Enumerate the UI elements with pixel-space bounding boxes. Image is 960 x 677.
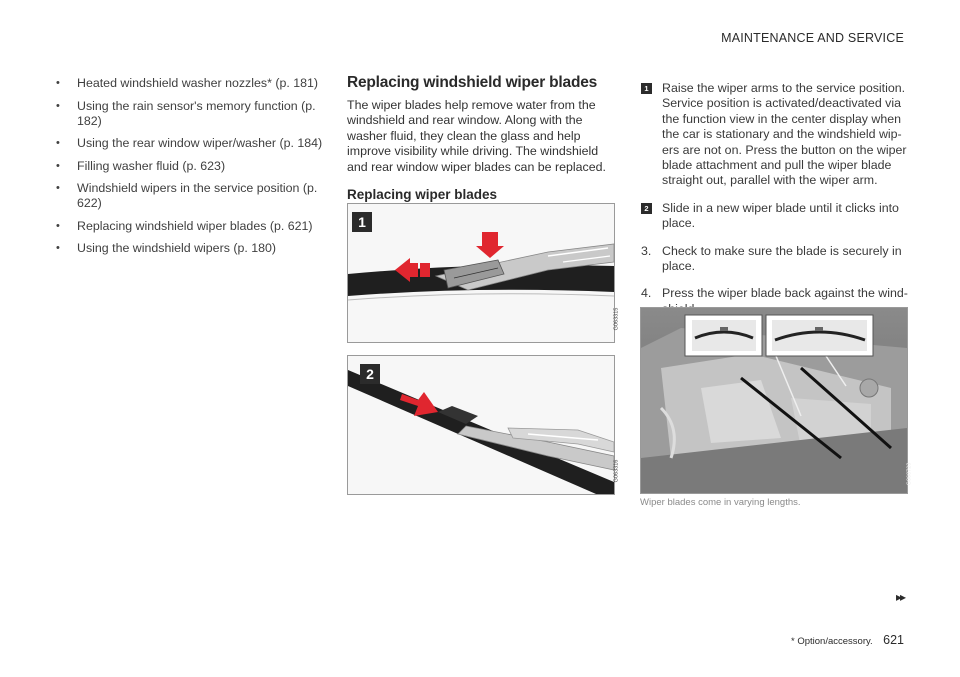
step-number: 3. xyxy=(641,243,652,258)
bullet-icon: • xyxy=(56,159,60,172)
next-page-arrows-icon[interactable]: ▸▸ xyxy=(895,590,904,604)
figure-insert-blade xyxy=(347,355,620,495)
procedure-step: 1 Raise the wiper arms to the service position. Service position is activated/deactivated via the function view in the center display when the car is stationary and the windshield wip-ers are not on. Press the button on the wiper blade attachment and pull the wiper blade straight out, parallel with the wiper arm. xyxy=(641,81,909,189)
procedure-step: 4. Press the wiper blade back against the wind- xyxy=(641,286,908,301)
list-item[interactable]: • Windshield wipers in the service position (p. 622) xyxy=(56,181,318,210)
list-item[interactable]: • Heated windshield washer nozzles* (p. 181) xyxy=(56,76,319,90)
page-footer xyxy=(791,631,904,649)
intro-paragraph: The wiper blades help remove water from the windshield and rear window. Along with the washer fluid, they clean the glass and help improve visibility while driving. The windshield and rear window wiper blades can be replaced. xyxy=(347,98,606,174)
figure-remove-blade xyxy=(347,203,620,343)
list-item[interactable]: • Using the windshield wipers (p. 180) xyxy=(56,241,277,255)
figure-badge: 1 xyxy=(352,212,372,232)
procedure-step: 3. Check to make sure the blade is securely in place. xyxy=(641,243,902,274)
procedure-step: 2 Slide in a new wiper blade until it clicks into place. xyxy=(641,201,909,232)
bullet-icon: • xyxy=(56,137,60,149)
figure-code: G068723 xyxy=(906,462,913,486)
bullet-icon: • xyxy=(56,77,60,89)
footnote: * Option/accessory. xyxy=(791,636,873,647)
list-item[interactable]: • Replacing windshield wiper blades (p. 621) xyxy=(56,218,313,233)
main-section xyxy=(347,74,615,202)
figure-code: G063315 xyxy=(613,307,620,331)
list-item[interactable]: • Using the rear window wiper/washer (p. 184) xyxy=(56,136,323,150)
section-title: Replacing windshield wiper blades xyxy=(347,74,598,91)
wiper-removal-illustration xyxy=(348,204,614,342)
car-interior-wipers-illustration xyxy=(641,308,907,493)
list-item[interactable]: • Using the rain sensor's memory function (p. 182) xyxy=(56,98,316,128)
subsection-title: Replacing wiper blades xyxy=(347,187,498,203)
running-header: MAINTENANCE AND SERVICE xyxy=(721,31,904,45)
wiper-insert-illustration xyxy=(348,356,614,494)
bullet-icon: • xyxy=(56,242,60,254)
list-item[interactable]: • Filling washer fluid (p. 623) xyxy=(56,158,226,173)
figure-code: G063316 xyxy=(613,459,620,483)
step-badge: 2 xyxy=(641,203,652,214)
figure-blade-lengths xyxy=(640,307,913,494)
bullet-icon: • xyxy=(56,182,60,194)
bullet-icon: • xyxy=(56,219,60,232)
page-number: 621 xyxy=(883,633,904,647)
step-number: 4. xyxy=(641,286,652,301)
procedure-steps xyxy=(641,81,909,329)
bullet-icon: • xyxy=(56,99,60,112)
related-links-list xyxy=(56,76,326,264)
figure-badge: 2 xyxy=(360,364,380,384)
figure-caption: Wiper blades come in varying lengths. xyxy=(640,497,801,508)
step-badge: 1 xyxy=(641,83,652,94)
